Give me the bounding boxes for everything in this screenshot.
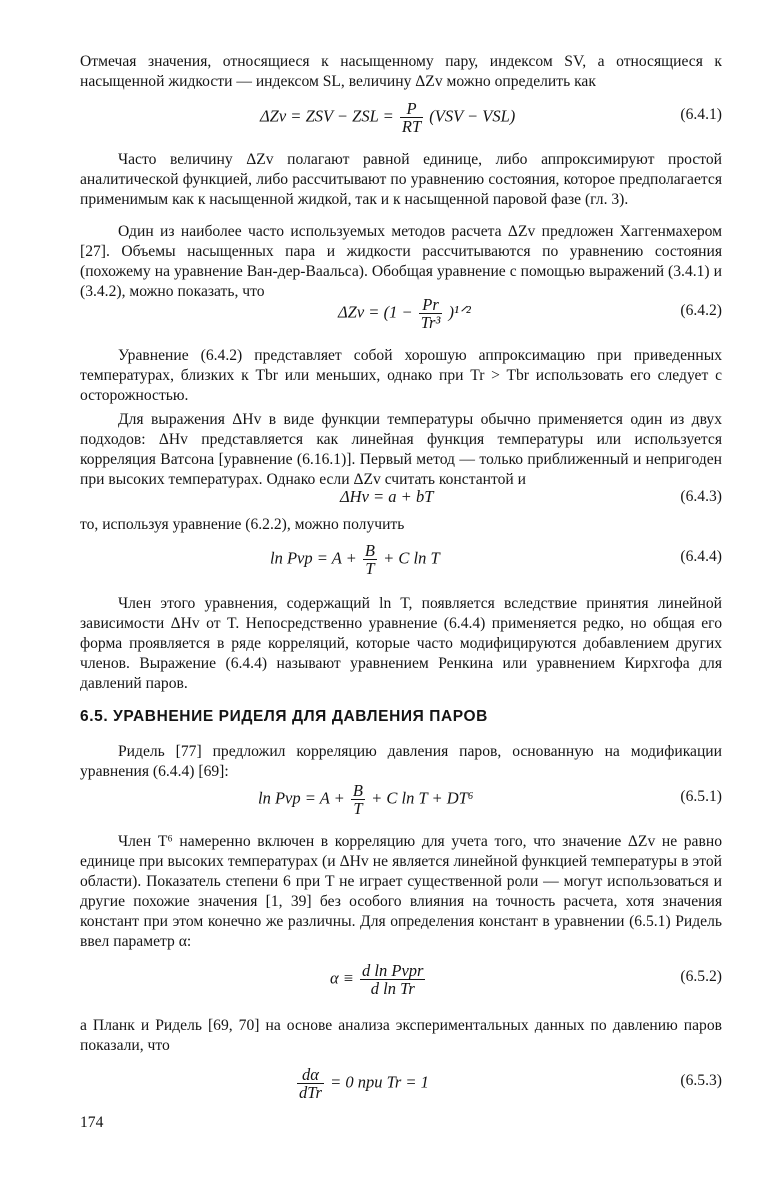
- equation-6-5-3: [80, 1065, 722, 1102]
- fraction-numerator: B: [364, 541, 375, 560]
- eq-6-5-2-fraction: [360, 962, 425, 997]
- equation-6-5-1: [80, 781, 722, 818]
- eq-6-4-4-right: + C ln T: [383, 548, 440, 568]
- equation-6-4-4: [80, 541, 722, 578]
- equation-number: (6.5.3): [680, 1072, 722, 1089]
- equation-6-4-3: [80, 482, 722, 512]
- paragraph-3: Один из наиболее часто используемых методов расчета ΔZv предложен Хаггенмахером [27]. Объемы насыщенных пара и жидкости рассчитываются по уравнению состояния (похожему на уравнение Ван-дер-Ваальса). Обобщая уравнение с помощью выражений (3.4.1) и (3.4.2), можно показать, что: [80, 223, 722, 300]
- paragraph-intro: Отмечая значения, относящиеся к насыщенному пару, индексом SV, а относящиеся к насыщенной жидкости — индексом SL, величину ΔZv можно определить как: [80, 53, 722, 90]
- fraction-numerator: B: [352, 781, 363, 800]
- equation-number: (6.5.1): [680, 788, 722, 805]
- equation-6-4-1: [80, 99, 722, 136]
- equation-6-5-2: [80, 961, 722, 998]
- eq-6-5-3-right: = 0 при Tr = 1: [330, 1072, 429, 1092]
- paragraph-8: Ридель [77] предложил корреляцию давления паров, основанную на модификации уравнения (6.4.4) [69]:: [80, 743, 722, 780]
- eq-6-4-3-body: ΔHv = a + bT: [340, 487, 434, 506]
- eq-6-5-2-left: α ≡: [330, 968, 354, 988]
- equation-number: (6.5.2): [680, 968, 722, 985]
- fraction-denominator: RT: [401, 117, 422, 136]
- eq-6-4-2-right: )¹ᐟ²: [448, 302, 471, 322]
- fraction-denominator: T: [365, 559, 375, 578]
- eq-6-4-2-left: ΔZv = (1 −: [338, 302, 413, 322]
- paragraph-9: Член T⁶ намеренно включен в корреляцию для учета того, что значение ΔZv не равно единице при высоких температурах (и ΔHv не является линейной функцией температуры в этой области). Показатель степени 6 при T не играет существенной роли — могут использоваться и другие похожие значения [1, 39] без особого влияния на точность расчета, хотя значения констант при этом конечно же различны. Для определения констант в уравнении (6.5.1) Ридель ввел параметр α:: [80, 833, 722, 950]
- equation-number: (6.4.3): [680, 488, 722, 505]
- paragraph-4: Уравнение (6.4.2) представляет собой хорошую аппроксимацию при приведенных температурах, близких к Tbr или меньших, однако при Tr > Tbr использовать его следует с осторожностью.: [80, 347, 722, 404]
- equation-number: (6.4.4): [680, 548, 722, 565]
- eq-6-4-2-fraction: [419, 296, 443, 331]
- eq-6-4-1-fraction: [400, 100, 423, 135]
- fraction-numerator: P: [400, 100, 423, 118]
- eq-6-4-4-fraction: [363, 542, 377, 577]
- eq-6-4-4-left: ln Pvp = A +: [270, 548, 357, 568]
- equation-number: (6.4.1): [680, 106, 722, 123]
- eq-6-4-1-left: ΔZv = ZSV − ZSL =: [260, 106, 394, 126]
- paragraph-7: Член этого уравнения, содержащий ln T, появляется вследствие принятия линейной зависимости ΔHv от T. Непосредственно уравнение (6.4.4) применяется редко, но общая его форма проявляется в ряде корреляций, которые часто модифицируются добавлением других членов. Выражение (6.4.4) называют уравнением Ренкина или уравнением Кирхгофа для давлений паров.: [80, 595, 722, 692]
- paragraph-5: Для выражения ΔHv в виде функции температуры обычно применяется один из двух подходов: ΔHv представляется как линейная функция температуры или используется корреляция Ватсона [уравнение (6.16.1)]. Первый метод — только приближенный и непригоден при высоких температурах. Однако если ΔZv считать константой и: [80, 411, 722, 488]
- eq-6-5-1-right: + C ln T + DT⁶: [371, 788, 474, 808]
- paragraph-10: а Планк и Ридель [69, 70] на основе анализа экспериментальных данных по давлению паров показали, что: [80, 1017, 722, 1054]
- equation-6-4-2: [80, 295, 722, 332]
- page-number: 174: [80, 1114, 104, 1131]
- fraction-denominator: dTr: [299, 1083, 322, 1102]
- fraction-numerator: dα: [297, 1066, 324, 1084]
- paragraph-2: Часто величину ΔZv полагают равной единице, либо аппроксимируют простой аналитической функцией, либо рассчитывают по уравнению состояния, которое предполагается применимым как к насыщенной жидкой, так и к насыщенной паровой фазе (гл. 3).: [80, 151, 722, 208]
- eq-6-5-3-fraction: [297, 1066, 324, 1101]
- fraction-numerator: Pr: [419, 296, 443, 314]
- paragraph-6: то, используя уравнение (6.2.2), можно получить: [80, 516, 405, 533]
- eq-6-5-1-fraction: [351, 782, 365, 817]
- fraction-denominator: Tr³: [420, 313, 441, 332]
- fraction-denominator: d ln Tr: [370, 979, 415, 998]
- fraction-denominator: T: [353, 799, 363, 818]
- section-heading: 6.5. УРАВНЕНИЕ РИДЕЛЯ ДЛЯ ДАВЛЕНИЯ ПАРОВ: [80, 708, 488, 725]
- fraction-numerator: d ln Pvpr: [362, 961, 424, 980]
- eq-6-5-1-left: ln Pvp = A +: [258, 788, 345, 808]
- equation-number: (6.4.2): [680, 302, 722, 319]
- eq-6-4-1-right: (VSV − VSL): [429, 106, 516, 126]
